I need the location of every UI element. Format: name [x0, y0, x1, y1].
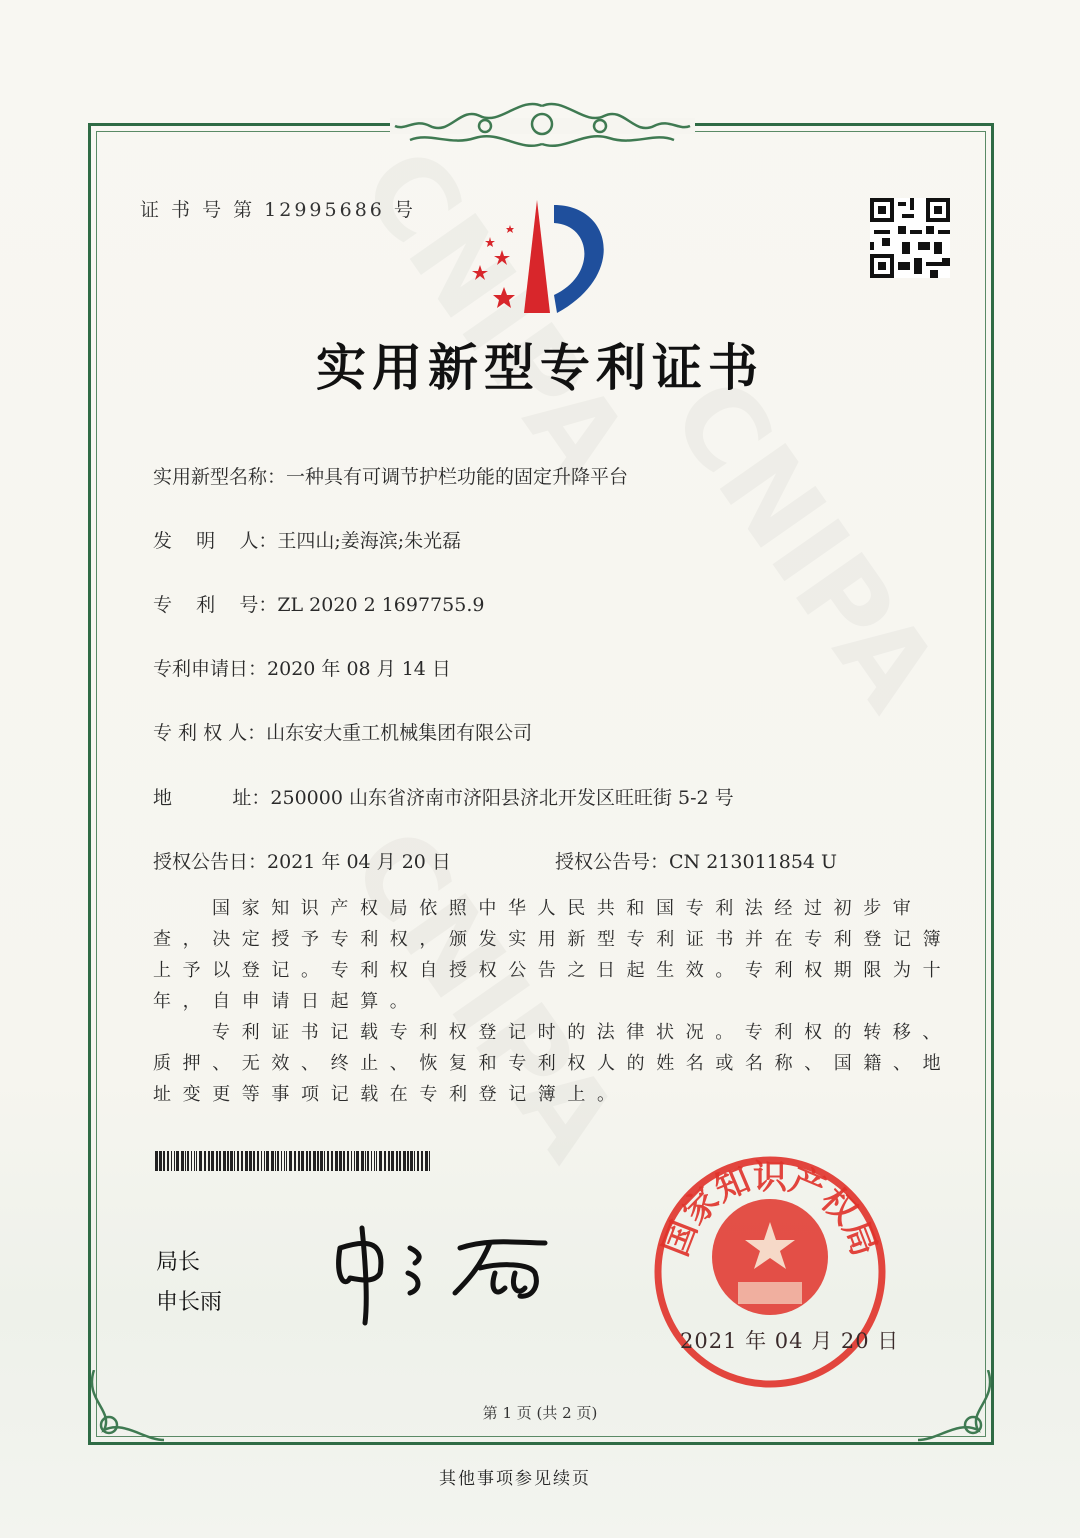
- barcode-bar: [234, 1151, 235, 1171]
- field-value: 2020 年 08 月 14 日: [267, 658, 451, 680]
- seal-date: 2021 年 04 月 20 日: [680, 1329, 900, 1353]
- barcode-bar: [171, 1151, 172, 1171]
- barcode-bar: [351, 1151, 352, 1171]
- barcode-bar: [301, 1151, 304, 1171]
- signer-name: 申长雨: [156, 1290, 223, 1315]
- signer-title: 局长: [156, 1250, 201, 1275]
- field-label: 发 明 人：: [153, 530, 278, 552]
- field-inventors: [153, 526, 461, 553]
- field-label: 专 利 权 人：: [153, 722, 267, 744]
- barcode-bar: [365, 1151, 366, 1171]
- barcode-bar: [335, 1151, 338, 1171]
- barcode-bar: [399, 1151, 401, 1171]
- barcode-bar: [367, 1151, 369, 1171]
- field-application-date: [153, 654, 451, 681]
- certificate-statement: [153, 893, 963, 1110]
- barcode-bar: [241, 1151, 243, 1171]
- field-value: 王四山;姜海滨;朱光磊: [277, 530, 462, 552]
- barcode-bar: [421, 1151, 423, 1171]
- field-value: 250000 山东省济南市济阳县济北开发区旺旺街 5-2 号: [270, 787, 734, 809]
- barcode-bar: [306, 1151, 308, 1171]
- barcode-bar: [223, 1151, 226, 1171]
- barcode-bar: [245, 1151, 248, 1171]
- barcode-bar: [388, 1151, 390, 1171]
- barcode-bar: [237, 1151, 239, 1171]
- barcode-bar: [185, 1151, 186, 1171]
- barcode-bar: [313, 1151, 316, 1171]
- barcode-bar: [181, 1151, 184, 1171]
- barcode-bar: [257, 1151, 259, 1171]
- barcode-bar: [199, 1151, 202, 1171]
- field-value: 一种具有可调节护栏功能的固定升降平台: [286, 466, 629, 488]
- barcode-bar: [284, 1151, 285, 1171]
- barcode-bar: [309, 1151, 311, 1171]
- barcode-bar: [354, 1151, 355, 1171]
- barcode-bar: [281, 1151, 282, 1171]
- barcode-bar: [384, 1151, 386, 1171]
- barcode-bar: [216, 1151, 218, 1171]
- field-label: 地 址：: [153, 787, 271, 809]
- page-indicator: 第 1 页 (共 2 页): [482, 1404, 598, 1422]
- barcode-bar: [403, 1151, 406, 1171]
- barcode-bar: [410, 1151, 413, 1171]
- top-ornament: [390, 96, 695, 152]
- certificate-title: 实用新型专利证书: [316, 338, 764, 397]
- barcode-icon: [155, 1151, 430, 1171]
- barcode-bar: [211, 1151, 214, 1171]
- qr-code-icon: [870, 198, 950, 278]
- barcode-bar: [194, 1151, 195, 1171]
- barcode-bar: [331, 1151, 333, 1171]
- barcode-bar: [298, 1151, 300, 1171]
- barcode-bar: [396, 1151, 398, 1171]
- signer-block: [156, 1243, 222, 1323]
- barcode-bar: [347, 1151, 349, 1171]
- barcode-bar: [176, 1151, 179, 1171]
- barcode-bar: [327, 1151, 329, 1171]
- barcode-bar: [174, 1151, 175, 1171]
- barcode-bar: [324, 1151, 325, 1171]
- barcode-bar: [414, 1151, 415, 1171]
- field-value: 山东安大重工机械集团有限公司: [266, 722, 533, 744]
- barcode-bar: [289, 1151, 292, 1171]
- barcode-bar: [417, 1151, 419, 1171]
- barcode-bar: [356, 1151, 359, 1171]
- handwritten-signature: [330, 1218, 560, 1328]
- field-label: 专利申请日：: [153, 658, 268, 680]
- barcode-bar: [339, 1151, 342, 1171]
- barcode-bar: [425, 1151, 428, 1171]
- barcode-bar: [219, 1151, 221, 1171]
- barcode-bar: [196, 1151, 197, 1171]
- field-address: [153, 783, 734, 810]
- footer-note: 其他事项参见续页: [439, 1469, 591, 1489]
- barcode-bar: [159, 1151, 162, 1171]
- barcode-bar: [253, 1151, 255, 1171]
- barcode-bar: [227, 1151, 229, 1171]
- barcode-bar: [371, 1151, 372, 1171]
- barcode-bar: [230, 1151, 233, 1171]
- barcode-bar: [187, 1151, 189, 1171]
- field-patentee: [153, 718, 532, 745]
- field-patent-number: [153, 590, 484, 617]
- seal-text: 国家知识产权局: [655, 1157, 885, 1262]
- barcode-bar: [286, 1151, 287, 1171]
- cnipa-logo-icon: [462, 195, 622, 317]
- barcode-bar: [191, 1151, 192, 1171]
- barcode-bar: [266, 1151, 269, 1171]
- barcode-bar: [264, 1151, 265, 1171]
- field-utility-model-name: [153, 462, 628, 489]
- barcode-bar: [320, 1151, 323, 1171]
- barcode-bar: [379, 1151, 382, 1171]
- field-value: CN 213011854 U: [669, 851, 838, 873]
- field-label: 授权公告号：: [555, 851, 670, 873]
- barcode-bar: [407, 1151, 409, 1171]
- certificate-number: 证 书 号 第 12995686 号: [140, 199, 416, 221]
- barcode-bar: [275, 1151, 276, 1171]
- barcode-bar: [155, 1151, 158, 1171]
- statement-paragraph: 专利证书记载专利权登记时的法律状况。专利权的转移、质押、无效、终止、恢复和专利权人的姓名或名称、国籍、地址变更等事项记载在专利登记簿上。: [153, 1022, 953, 1105]
- field-label: 专 利 号：: [153, 594, 278, 616]
- barcode-bar: [204, 1151, 206, 1171]
- barcode-bar: [249, 1151, 252, 1171]
- barcode-bar: [167, 1151, 169, 1171]
- barcode-bar: [391, 1151, 394, 1171]
- barcode-bar: [271, 1151, 274, 1171]
- barcode-bar: [361, 1151, 364, 1171]
- barcode-bar: [163, 1151, 165, 1171]
- barcode-bar: [374, 1151, 375, 1171]
- barcode-bar: [277, 1151, 279, 1171]
- field-value: ZL 2020 2 1697755.9: [277, 594, 485, 616]
- field-label: 授权公告日：: [153, 851, 268, 873]
- barcode-bar: [429, 1151, 430, 1171]
- barcode-bar: [208, 1151, 210, 1171]
- barcode-bar: [317, 1151, 319, 1171]
- field-value: 2021 年 04 月 20 日: [267, 851, 451, 873]
- barcode-bar: [376, 1151, 377, 1171]
- field-grant-date: [153, 847, 451, 874]
- official-seal: [650, 1152, 890, 1392]
- barcode-bar: [294, 1151, 296, 1171]
- field-announcement-number: [555, 847, 837, 874]
- barcode-bar: [261, 1151, 262, 1171]
- barcode-bar: [343, 1151, 345, 1171]
- field-label: 实用新型名称：: [153, 466, 287, 488]
- statement-paragraph: 国家知识产权局依照中华人民共和国专利法经过初步审查，决定授予专利权，颁发实用新型专利证书并在专利登记簿上予以登记。专利权自授权公告之日起生效。专利权期限为十年，自申请日起算。: [153, 898, 953, 1012]
